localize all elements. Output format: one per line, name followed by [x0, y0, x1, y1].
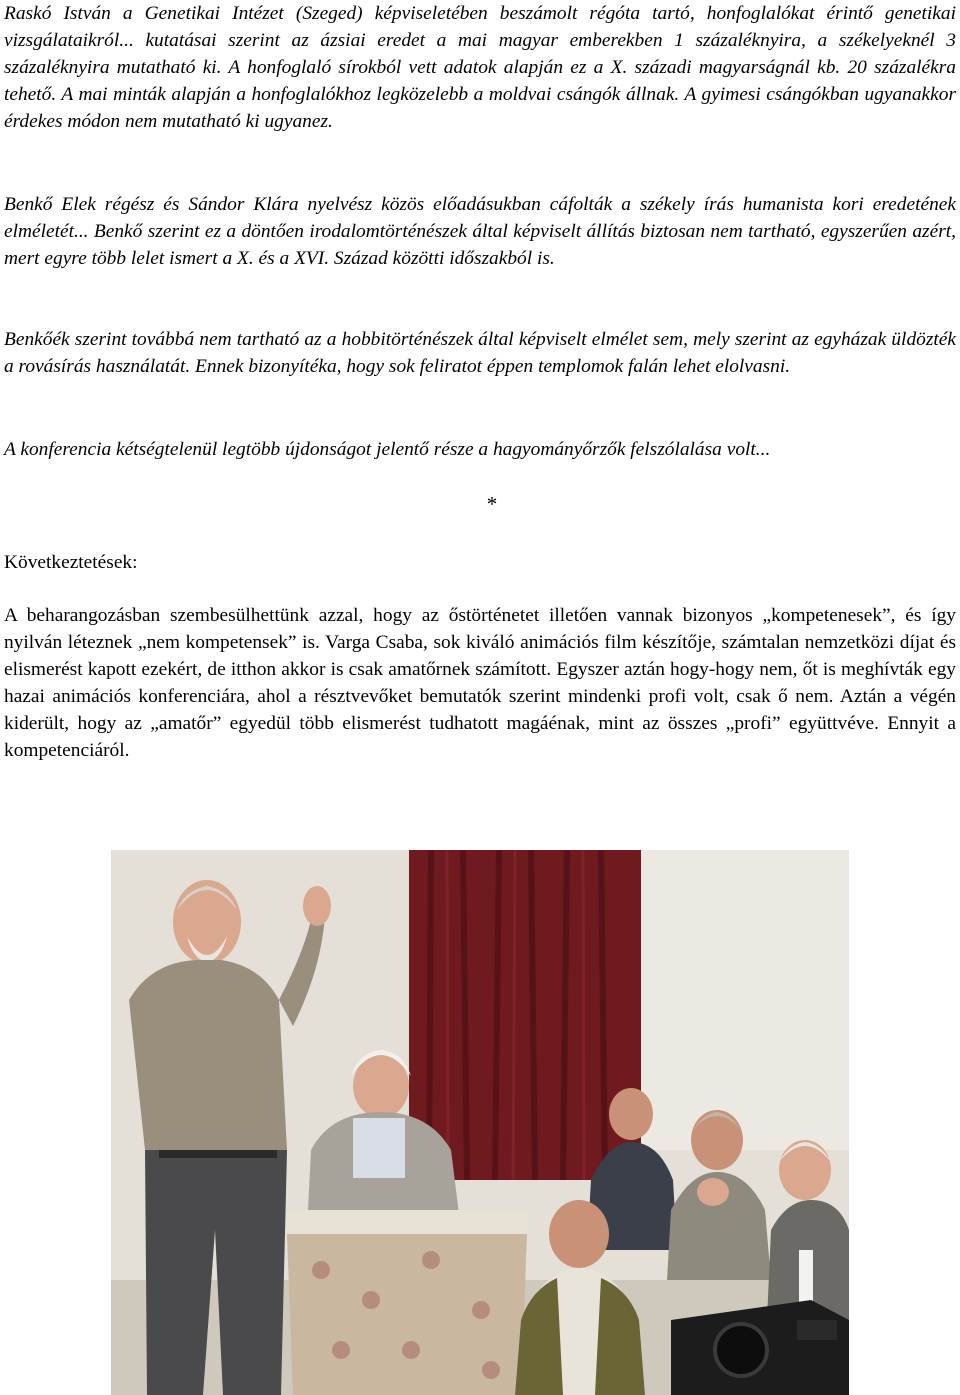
paragraph-church-theory: Benkőék szerint továbbá nem tartható az a hobbitörténészek által képviselt elmélet sem, mely szerint az egyházak üldözték a rovásírás használatát. Ennek bizonyítéka, hogy sok feliratot éppen templomok falán lehet elolvasni.: [4, 329, 956, 377]
paragraph-genetics: Raskó István a Genetikai Intézet (Szeged) képviseletében beszámolt régóta tartó, honfoglalókat érintő genetikai vizsgálataikról... kutatásai szerint az ázsiai eredet a mai magyar emberekben 1 százaléknyira, a székelyeknél 3 százaléknyira mutatható ki. A honfoglaló sírokból vett adatok alapján ez a X. századi magyarságnál kb. 20 százalékra tehető. A mai minták alapján a honfoglalókhoz legközelebb a moldvai csángók állnak. A gyimesi csángókban ugyanakkor érdekes módon nem mutatható ki ugyanez.: [4, 3, 956, 132]
conference-photo: [111, 850, 849, 1395]
paragraph-szekely-script: Benkő Elek régész és Sándor Klára nyelvész közös előadásukban cáfolták a székely írás humanista kori eredetének elméletét... Benkő szerint ez a döntően irodalomtörténészek által képviselt állítás biztosan nem tartható, egyszerűen azért, mert egyre több lelet ismert a X. és a XVI. Század közötti időszakból is.: [4, 194, 956, 269]
paragraph-conclusions: A beharangozásban szembesülhettünk azzal, hogy az őstörténetet illetően vannak bizonyos „kompetenesek”, és így nyilván léteznek „nem kompetensek” is. Varga Csaba, sok kiváló animációs film készítője, számtalan nemzetközi díjat és elismerést kapott ezekért, de itthon akkor is csak amatőrnek számított. Egyszer aztán hogy-hogy nem, őt is meghívták egy hazai animációs konferenciára, ahol a résztvevőket bemutatók szerint mindenki profi volt, csak ő nem. Aztán a végén kiderült, hogy az „amatőr” egyedül több elismerést tudhatott magáénak, mint az összes „profi” együttvéve. Ennyit a kompetenciáról.: [4, 605, 956, 761]
conclusions-heading: Következtetések:: [4, 552, 138, 573]
paragraph-conference: A konferencia kétségtelenül legtöbb újdonságot jelentő része a hagyományőrzők felszólalása volt...: [4, 439, 771, 460]
section-separator: *: [486, 492, 498, 516]
